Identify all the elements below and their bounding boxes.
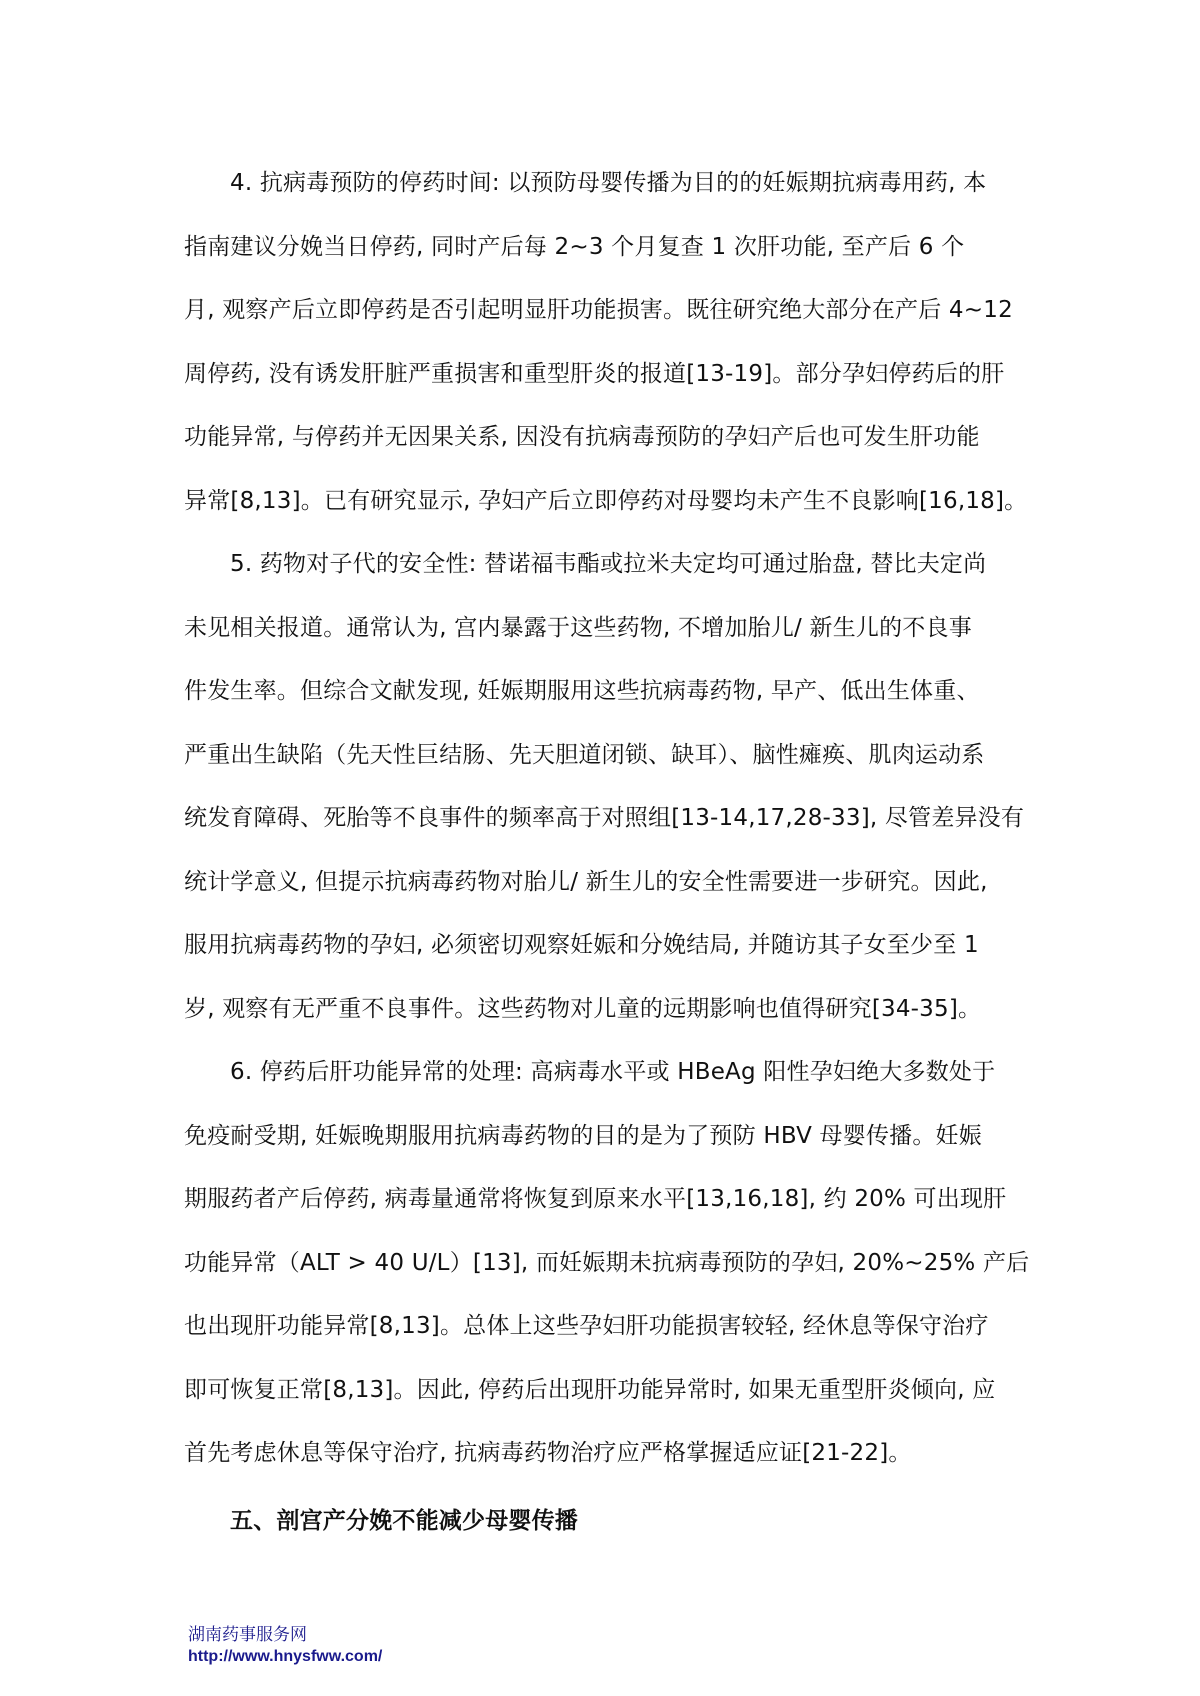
paragraph-6-line-3: 期服药者产后停药, 病毒量通常将恢复到原来水平[13,16,18], 约 20% 可出现肝 xyxy=(184,1186,1007,1212)
paragraph-4-line-6: 异常[8,13]。已有研究显示, 孕妇产后立即停药对母婴均未产生不良影响[16,18]。 xyxy=(184,487,1028,514)
paragraph-5-line-1: 5. 药物对子代的安全性: 替诺福韦酯或拉米夫定均可通过胎盘, 替比夫定尚 xyxy=(230,551,987,577)
paragraph-6-line-2: 免疫耐受期, 妊娠晚期服用抗病毒药物的目的是为了预防 HBV 母婴传播。妊娠 xyxy=(184,1122,982,1149)
paragraph-4-line-5: 功能异常, 与停药并无因果关系, 因没有抗病毒预防的孕妇产后也可发生肝功能 xyxy=(184,424,980,450)
section-heading: 五、剖宫产分娩不能减少母婴传播 xyxy=(230,1507,578,1534)
paragraph-6-line-7: 首先考虑休息等保守治疗, 抗病毒药物治疗应严格掌握适应证[21-22]。 xyxy=(184,1440,912,1466)
paragraph-6-line-6: 即可恢复正常[8,13]。因此, 停药后出现肝功能异常时, 如果无重型肝炎倾向, 应 xyxy=(184,1376,996,1403)
footer-site-name: 湖南药事服务网 xyxy=(188,1625,307,1645)
paragraph-6-line-4: 功能异常（ALT > 40 U/L）[13], 而妊娠期未抗病毒预防的孕妇, 20%~25% 产后 xyxy=(184,1249,1030,1276)
paragraph-5-line-5: 统发育障碍、死胎等不良事件的频率高于对照组[13-14,17,28-33], 尽管差异没有 xyxy=(184,805,1025,831)
footer-url-link[interactable]: http://www.hnysfww.com/ xyxy=(188,1648,383,1665)
body-text xyxy=(184,152,1030,1553)
paragraph-5-line-6: 统计学意义, 但提示抗病毒药物对胎儿/ 新生儿的安全性需要进一步研究。因此, xyxy=(184,868,988,895)
paragraph-6-line-5: 也出现肝功能异常[8,13]。总体上这些孕妇肝功能损害较轻, 经休息等保守治疗 xyxy=(184,1313,989,1339)
paragraph-5-line-7: 服用抗病毒药物的孕妇, 必须密切观察妊娠和分娩结局, 并随访其子女至少至 1 xyxy=(184,932,979,958)
paragraph-4-line-2: 指南建议分娩当日停药, 同时产后每 2~3 个月复查 1 次肝功能, 至产后 6 个 xyxy=(184,233,965,260)
paragraph-4-line-4: 周停药, 没有诱发肝脏严重损害和重型肝炎的报道[13-19]。部分孕妇停药后的肝 xyxy=(184,360,1005,387)
paragraph-6-line-1: 6. 停药后肝功能异常的处理: 高病毒水平或 HBeAg 阳性孕妇绝大多数处于 xyxy=(230,1059,996,1085)
paragraph-4-line-1: 4. 抗病毒预防的停药时间: 以预防母婴传播为目的的妊娠期抗病毒用药, 本 xyxy=(230,170,987,196)
paragraph-5-line-4: 严重出生缺陷（先天性巨结肠、先天胆道闭锁、缺耳）、脑性瘫痪、肌肉运动系 xyxy=(184,741,985,768)
footer xyxy=(188,1624,382,1668)
paragraph-4-line-3: 月, 观察产后立即停药是否引起明显肝功能损害。既往研究绝大部分在产后 4~12 xyxy=(184,297,1013,323)
paragraph-5-line-3: 件发生率。但综合文献发现, 妊娠期服用这些抗病毒药物, 早产、低出生体重、 xyxy=(184,678,980,704)
paragraph-5-line-8: 岁, 观察有无严重不良事件。这些药物对儿童的远期影响也值得研究[34-35]。 xyxy=(184,995,982,1022)
paragraph-5-line-2: 未见相关报道。通常认为, 宫内暴露于这些药物, 不增加胎儿/ 新生儿的不良事 xyxy=(184,614,972,641)
